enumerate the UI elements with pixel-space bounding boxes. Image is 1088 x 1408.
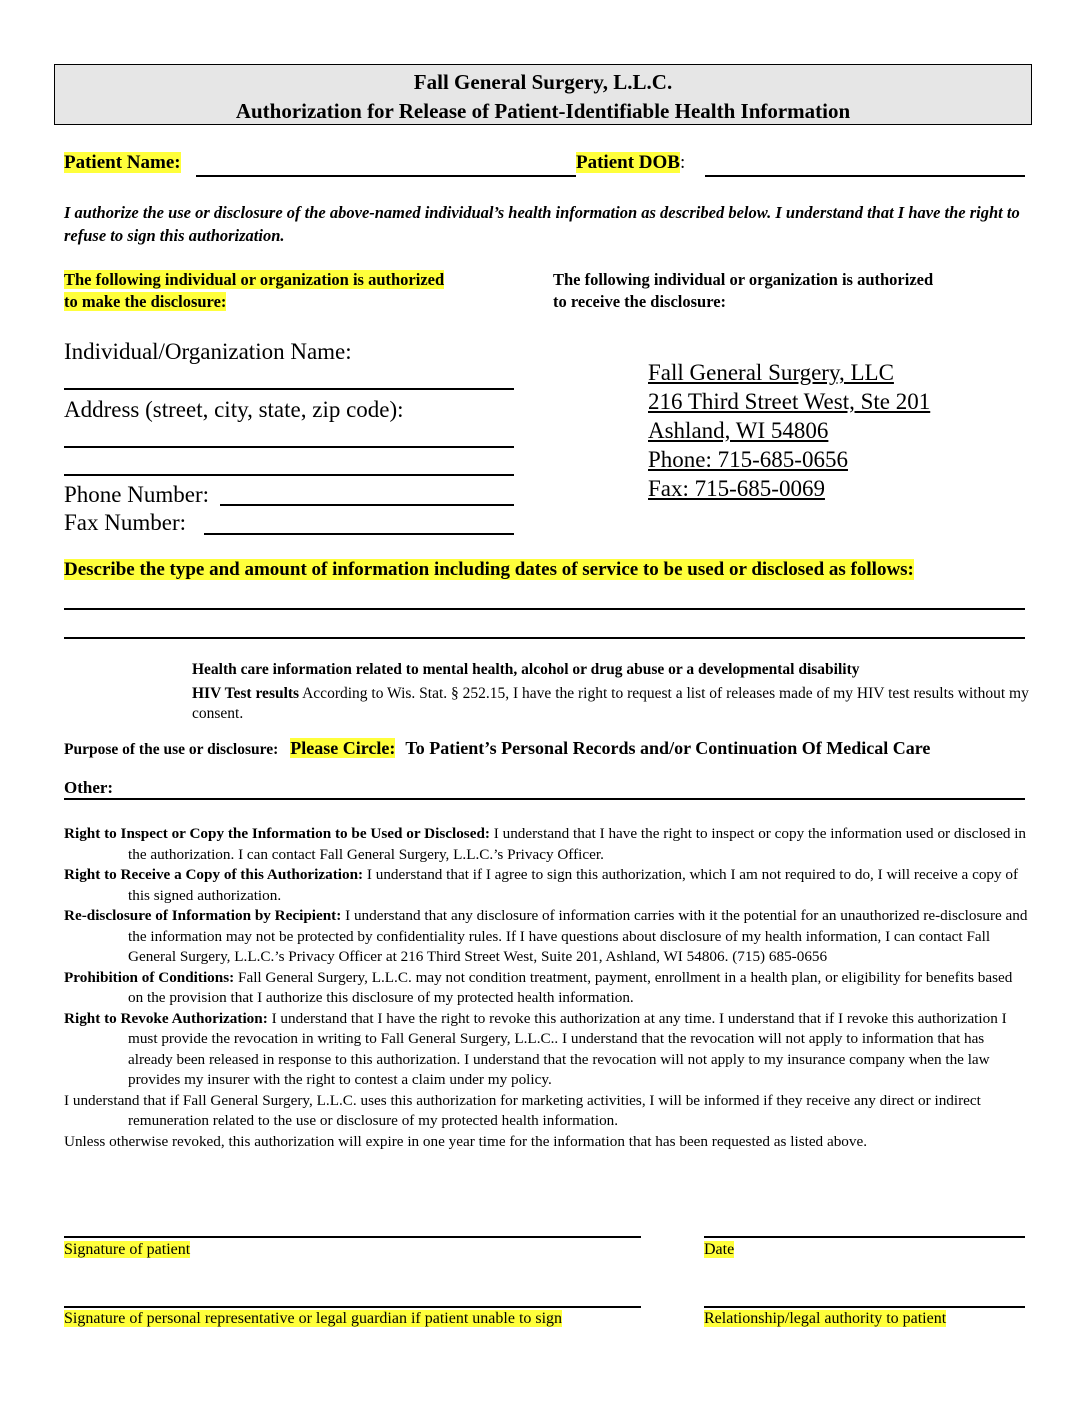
recipient-name: Fall General Surgery, LLC	[648, 360, 894, 385]
patient-name-field[interactable]	[196, 175, 576, 177]
right-to-copy	[64, 865, 1030, 906]
legal-terms	[64, 824, 1030, 1152]
purpose-options[interactable]: To Patient’s Personal Records and/or Continuation Of Medical Care	[405, 738, 931, 758]
phone-label: Phone Number:	[64, 482, 210, 507]
other-label: Other:	[64, 778, 114, 797]
marketing-text: I understand that if Fall General Surgery, L.L.C. uses this authorization for marketing activities, I will be informed if they receive any direct or indirect remuneration related to the use or disclosure of my protected health information.	[64, 1091, 981, 1129]
receiving-heading-line1: The following individual or organization is authorized	[553, 270, 934, 289]
date-label: Date	[704, 1241, 735, 1258]
org-name-label: Individual/Organization Name:	[64, 339, 352, 364]
fax-label: Fax Number:	[64, 510, 187, 535]
purpose-row	[64, 738, 1034, 759]
please-circle-label: Please Circle:	[290, 738, 396, 758]
relationship-field[interactable]	[704, 1306, 1025, 1308]
patient-dob-field[interactable]	[705, 175, 1025, 177]
right-to-inspect-text: I understand that I have the right to inspect or copy the information used or disclosed in the authorization. I can contact Fall General Surgery, L.L.C.’s Privacy Officer.	[128, 825, 1027, 863]
relationship-label-wrap	[704, 1310, 946, 1328]
org-name-field[interactable]	[64, 388, 514, 390]
hiv-label-text: According to Wis. Stat. § 252.15, I have the right to request a list of releases made of my HIV test results without my consent.	[192, 685, 1029, 722]
expiration-text: Unless otherwise revoked, this authorization will expire in one year time for the information that has been requested as listed above.	[64, 1132, 868, 1150]
date-label-wrap	[704, 1241, 734, 1259]
patient-name-label-wrap	[64, 152, 181, 174]
redisclosure-text: I understand that any disclosure of information carries with it the potential for an unauthorized re-disclosure and the information may not be protected by confidentiality rules. If I have questions about disclosure of my health information, I can contact Fall General Surgery, L.L.C.’s Privacy Officer at 216 Third Street West, Suite 201, Ashland, WI 54806. (715) 685-0656	[128, 907, 1028, 965]
recipient-address-block	[648, 358, 930, 503]
prohibition-of-conditions	[64, 968, 1030, 1009]
describe-label-wrap	[64, 559, 914, 581]
prohibition-text: Fall General Surgery, L.L.C. may not condition treatment, payment, enrollment in a health plan, or eligibility for benefits based on the provision that I authorize this disclosure of my protected health information.	[128, 968, 1013, 1006]
receiving-party-heading	[553, 269, 933, 313]
address-field-1[interactable]	[64, 446, 514, 448]
recipient-street: 216 Third Street West, Ste 201	[648, 389, 931, 414]
relationship-label: Relationship/legal authority to patient	[704, 1310, 947, 1327]
patient-dob-label-wrap	[576, 152, 685, 174]
address-label: Address (street, city, state, zip code):	[64, 397, 404, 422]
patient-signature-label: Signature of patient	[64, 1241, 191, 1258]
expiration-notice	[64, 1132, 1030, 1153]
patient-dob-colon: :	[679, 152, 686, 173]
right-to-inspect-heading: Right to Inspect or Copy the Information to be Used or Disclosed:	[64, 825, 490, 842]
right-to-revoke	[64, 1009, 1030, 1091]
representative-signature-field[interactable]	[64, 1306, 641, 1308]
form-header	[54, 64, 1032, 125]
recipient-fax: Fax: 715-685-0069	[648, 476, 825, 501]
hiv-label-bold: HIV Test results	[192, 685, 300, 702]
revoke-text: I understand that I have the right to revoke this authorization at any time. I understand that if I revoke this authorization I must provide the revocation in writing to Fall General Surgery, L.L.C.. I understand that the revocation will not apply to information that has already been released in response to this authorization. I understand that the revocation will not apply to my insurance company when the law provides my insurer with the right to contest a claim under my policy.	[128, 1009, 1007, 1088]
form-title: Authorization for Release of Patient-Identifiable Health Information	[235, 99, 851, 123]
other-field[interactable]	[64, 798, 1025, 800]
redisclosure-heading: Re-disclosure of Information by Recipient:	[64, 907, 342, 924]
practice-name: Fall General Surgery, L.L.C.	[413, 70, 673, 94]
describe-label: Describe the type and amount of information including dates of service to be used or disclosed as follows:	[64, 559, 914, 580]
date-field[interactable]	[704, 1236, 1025, 1238]
disclosing-heading-line2: to make the disclosure:	[64, 292, 227, 311]
phone-field[interactable]	[220, 504, 514, 506]
address-field-2[interactable]	[64, 474, 514, 476]
marketing-notice	[64, 1091, 1030, 1132]
disclosing-heading-line1: The following individual or organization is authorized	[64, 270, 445, 289]
patient-dob-label: Patient DOB	[576, 152, 680, 173]
patient-name-label: Patient Name:	[64, 152, 181, 173]
right-to-copy-heading: Right to Receive a Copy of this Authorization:	[64, 866, 364, 883]
checkbox-mental-health-label: Health care information related to mental health, alcohol or drug abuse or a developmental disability	[192, 661, 860, 678]
fax-field[interactable]	[204, 533, 514, 535]
prohibition-heading: Prohibition of Conditions:	[64, 968, 235, 986]
redisclosure	[64, 906, 1030, 968]
receiving-heading-line2: to receive the disclosure:	[553, 292, 727, 311]
revoke-heading: Right to Revoke Authorization:	[64, 1009, 268, 1027]
right-to-inspect	[64, 824, 1030, 865]
recipient-phone: Phone: 715-685-0656	[648, 447, 848, 472]
checkbox-hiv-label	[192, 684, 1032, 724]
authorization-statement: I authorize the use or disclosure of the above-named individual’s health information as described below. I understand that I have the right to refuse to sign this authorization.	[64, 203, 1020, 245]
describe-field-2[interactable]	[64, 637, 1025, 639]
describe-field-1[interactable]	[64, 608, 1025, 610]
recipient-city: Ashland, WI 54806	[648, 418, 829, 443]
representative-signature-label: Signature of personal representative or legal guardian if patient unable to sign	[64, 1310, 563, 1327]
patient-signature-field[interactable]	[64, 1236, 641, 1238]
patient-signature-label-wrap	[64, 1241, 190, 1259]
representative-signature-label-wrap	[64, 1310, 562, 1328]
right-to-copy-text: I understand that if I agree to sign this authorization, which I am not required to do, I will receive a copy of this signed authorization.	[128, 866, 1019, 904]
disclosing-party-heading	[64, 269, 444, 313]
purpose-label: Purpose of the use or disclosure:	[64, 741, 279, 758]
